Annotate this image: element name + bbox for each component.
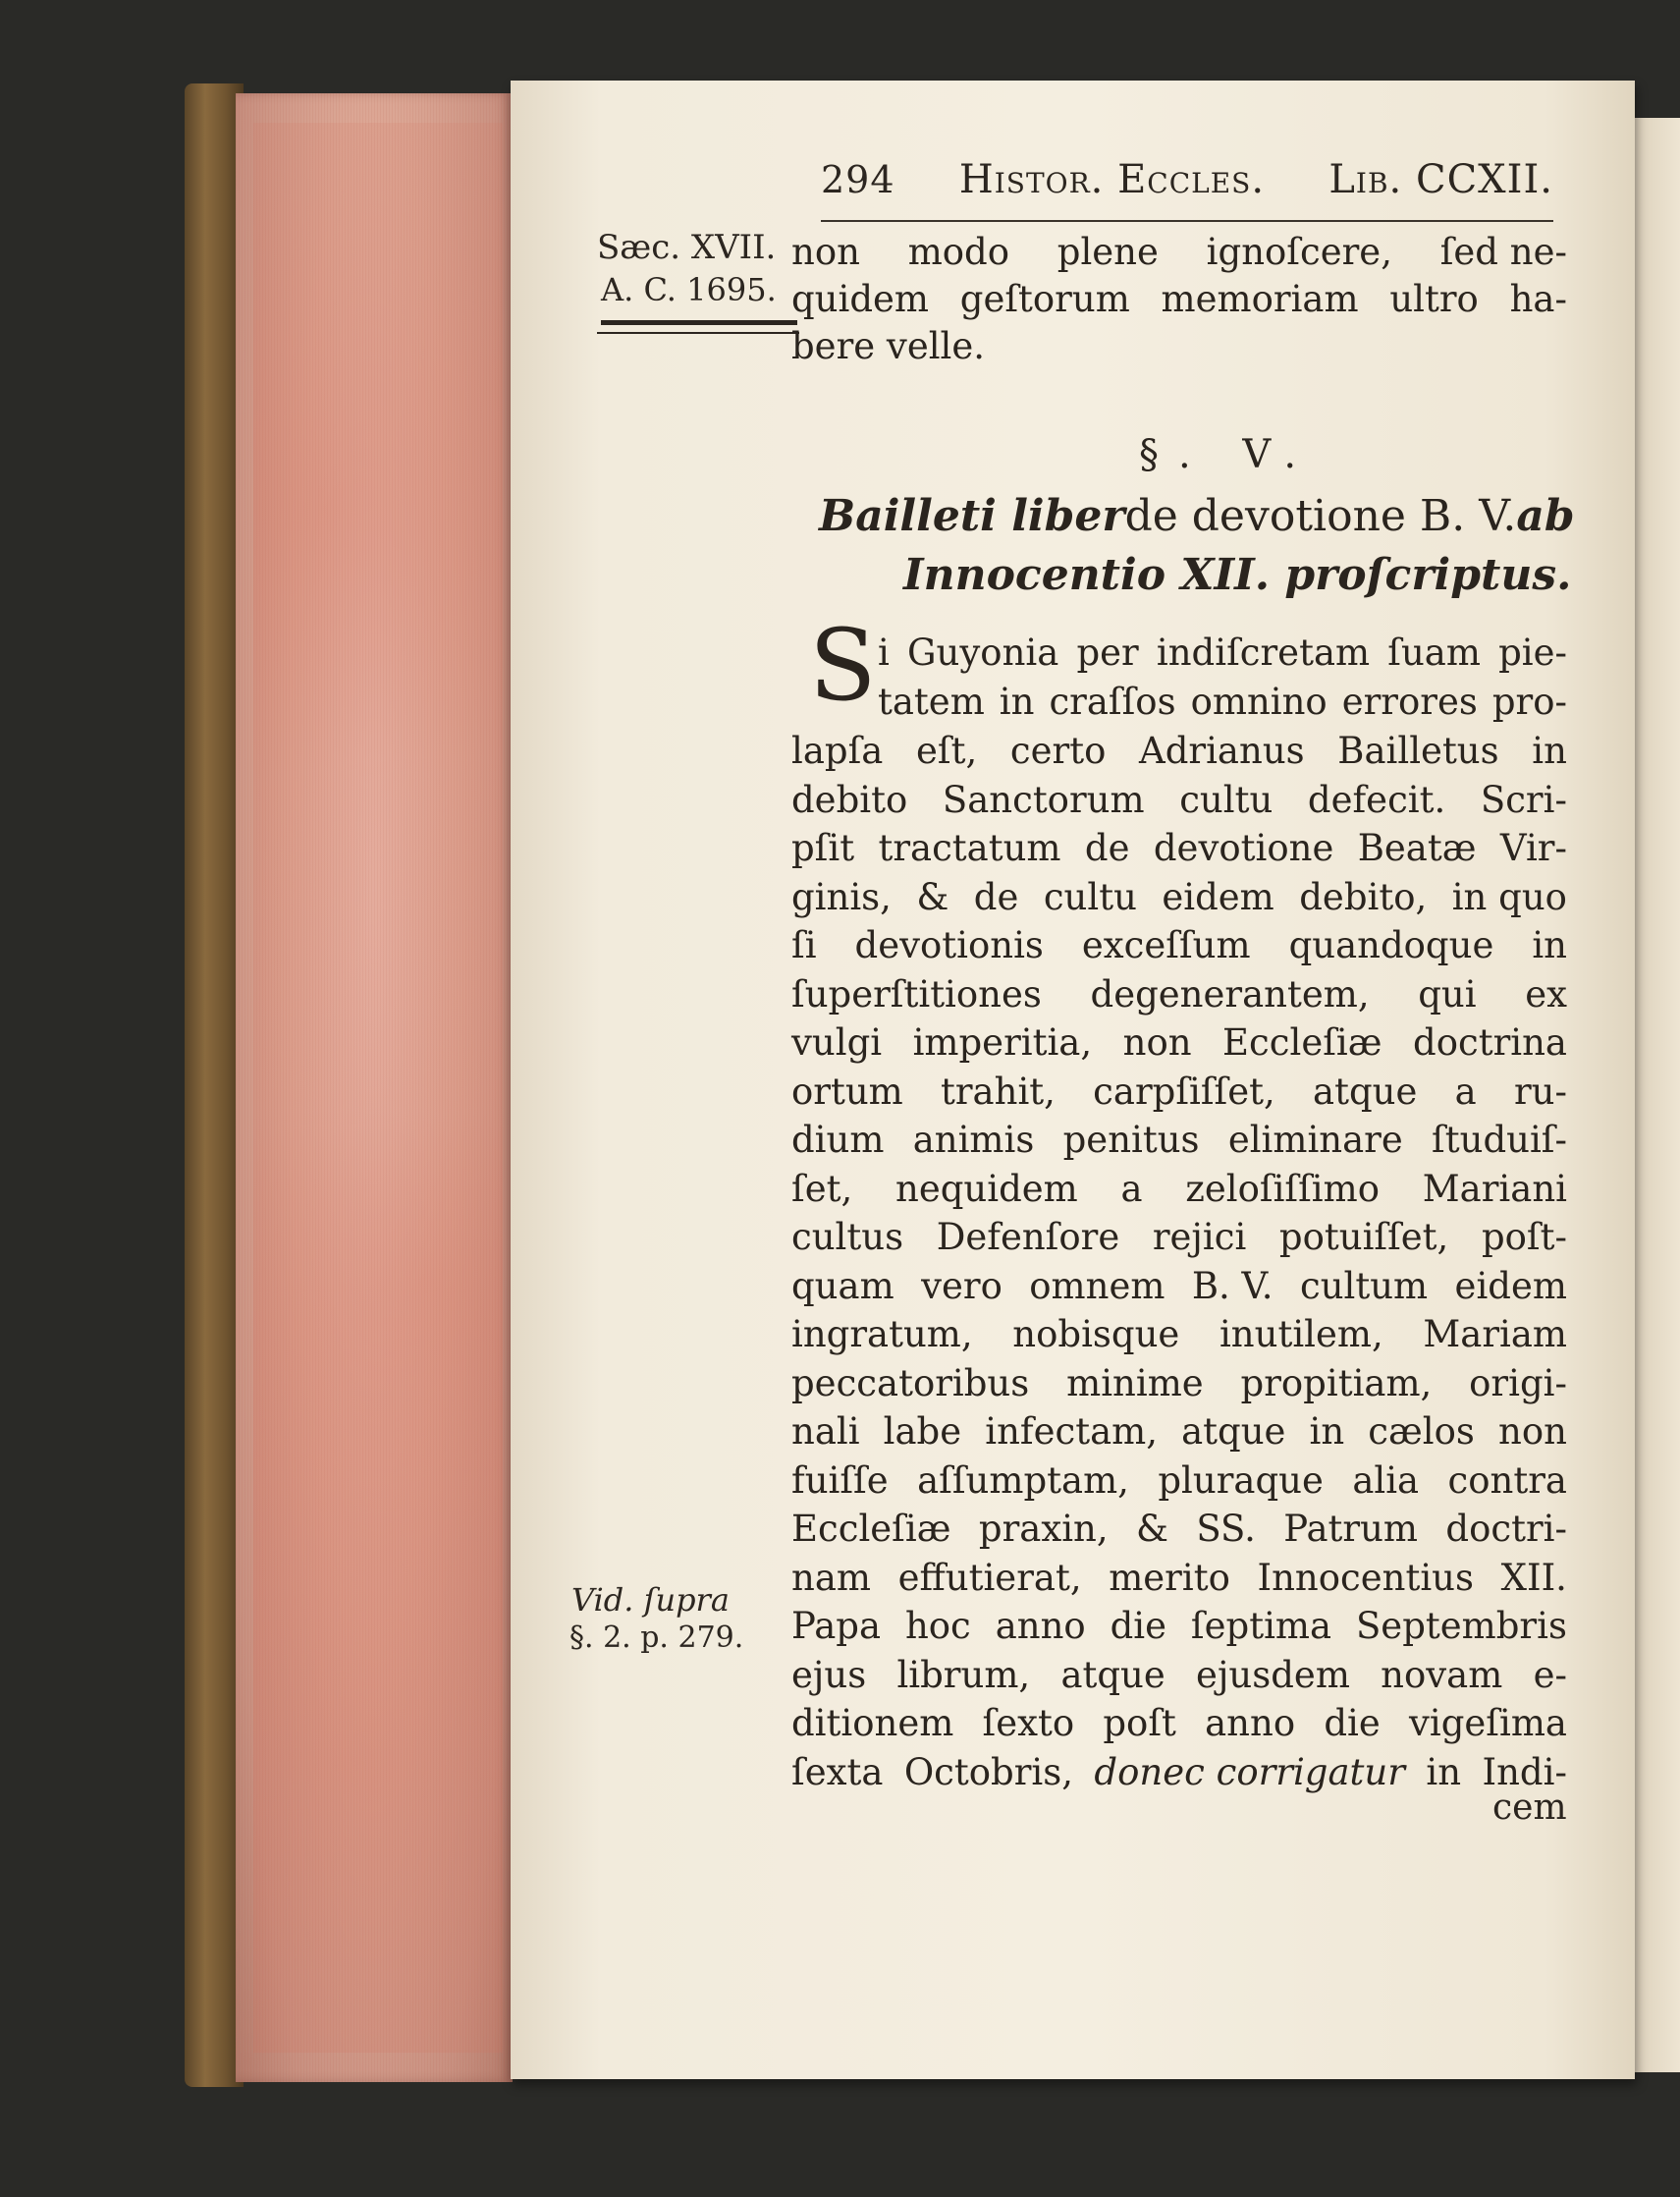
section-heading-line2-text: Innocentio XII. proſcriptus. [903, 550, 1572, 600]
body-line [878, 678, 1567, 727]
margin-year: A. C. 1695. [601, 271, 777, 308]
word: ortum [791, 1071, 903, 1113]
catchword: cem [1492, 1787, 1567, 1828]
body-line [791, 1359, 1567, 1408]
word: devotionis [854, 924, 1044, 966]
body-line [791, 1310, 1567, 1359]
word: Mariani [1422, 1168, 1567, 1210]
word: penitus [1062, 1119, 1200, 1161]
body-line [791, 776, 1567, 825]
body-line [791, 1116, 1567, 1165]
word: animis [912, 1119, 1035, 1161]
word: plene [1057, 231, 1159, 273]
word: pſit [791, 827, 855, 869]
word: alia [1352, 1459, 1420, 1502]
word: Bailletus [1337, 730, 1499, 772]
word: trahit, [941, 1071, 1056, 1113]
body-line [791, 921, 1567, 970]
word: non [1122, 1021, 1192, 1064]
word: donec corrigatur [1094, 1751, 1405, 1793]
intro-line [791, 275, 1567, 324]
word: rejici [1152, 1216, 1247, 1258]
word: Indi- [1482, 1751, 1567, 1793]
word: non [1497, 1410, 1567, 1453]
word: cælos [1368, 1410, 1475, 1453]
word: aſſumptam, [917, 1459, 1129, 1502]
margin-reference: Vid. ſupra [571, 1581, 730, 1619]
body-line [791, 1456, 1567, 1506]
word: ejusdem [1196, 1654, 1350, 1696]
word: eidem [1454, 1265, 1567, 1307]
word: in [1532, 730, 1567, 772]
word: ſeptima [1190, 1605, 1332, 1647]
word: potuiſſet, [1278, 1216, 1449, 1258]
word: omnino [1190, 681, 1328, 723]
word: Papa [791, 1605, 882, 1647]
word: quam [791, 1265, 894, 1307]
word: B. V. [1191, 1265, 1274, 1307]
intro-line [791, 322, 1567, 371]
word: Mariam [1423, 1313, 1567, 1355]
word: nobisque [1012, 1313, 1180, 1355]
word: geſtorum [959, 278, 1130, 320]
word: de [1084, 827, 1130, 869]
word: ejus [791, 1654, 867, 1696]
word: Beatæ [1357, 827, 1477, 869]
body-line [791, 1748, 1567, 1797]
word: e- [1533, 1654, 1567, 1696]
word: bere velle. [791, 325, 986, 367]
margin-rule [601, 320, 797, 325]
word: tatem [878, 681, 985, 723]
word: labe [883, 1410, 962, 1453]
margin-saeculum: Sæc. XVII. [597, 228, 777, 267]
page-number: 294 [821, 158, 895, 201]
word: Vir- [1499, 827, 1567, 869]
word: lapſa [791, 730, 884, 772]
word: indiſcretam [1156, 632, 1371, 674]
word: in [1426, 1751, 1462, 1793]
word: devotione [1153, 827, 1334, 869]
word: infectam, [985, 1410, 1158, 1453]
body-line [791, 1602, 1567, 1651]
word: novam [1381, 1654, 1503, 1696]
word: doctri- [1445, 1508, 1567, 1550]
body-line [791, 824, 1567, 873]
body-line [878, 629, 1567, 678]
word: Octobris, [903, 1751, 1073, 1793]
word: pro- [1491, 681, 1567, 723]
word: eliminare [1227, 1119, 1403, 1161]
word: modo [907, 231, 1010, 273]
body-line [791, 1018, 1567, 1068]
running-title: Histor. Eccles. [958, 157, 1266, 202]
word: die [1324, 1702, 1381, 1744]
word: hoc [904, 1605, 971, 1647]
word: in [1532, 924, 1567, 966]
word: i [878, 632, 890, 674]
word: librum, [896, 1654, 1031, 1696]
word: vigeſima [1408, 1702, 1567, 1744]
word: ſuperſtitiones [791, 973, 1042, 1016]
word: Scri- [1480, 779, 1567, 821]
word: debito [791, 779, 908, 821]
intro-line [791, 228, 1567, 277]
word: cultu [1043, 876, 1137, 918]
word: eſt, [916, 730, 978, 772]
word: cultu [1179, 779, 1274, 821]
word: ingratum, [791, 1313, 973, 1355]
word: non [791, 231, 860, 273]
word: ex [1525, 973, 1567, 1016]
body-line [791, 727, 1567, 776]
word: & [916, 876, 949, 918]
word: doctrina [1413, 1021, 1567, 1064]
word: cultus [791, 1216, 904, 1258]
word: ſtuduiſ- [1432, 1119, 1567, 1161]
word: omnem [1029, 1265, 1165, 1307]
word: zeloſiſſimo [1185, 1168, 1381, 1210]
word: atque [1060, 1654, 1165, 1696]
word: Septembris [1355, 1605, 1567, 1647]
word: anno [1205, 1702, 1296, 1744]
word: de [973, 876, 1019, 918]
word: ſet, [791, 1168, 853, 1210]
word: & [1136, 1508, 1168, 1550]
word: contra [1447, 1459, 1567, 1502]
word: pluraque [1158, 1459, 1324, 1502]
word: anno [995, 1605, 1086, 1647]
word: degenerantem, [1090, 973, 1370, 1016]
word: Innocentius [1257, 1557, 1474, 1599]
word: Adrianus [1139, 730, 1305, 772]
section-heading-line1 [819, 491, 1575, 541]
word: dium [791, 1119, 885, 1161]
word: craſſos [1049, 681, 1176, 723]
word: per [1076, 632, 1139, 674]
word: ſexto [982, 1702, 1075, 1744]
word: fuiſſe [791, 1459, 889, 1502]
book-number: Lib. CCXII. [1328, 157, 1553, 202]
section-mark: §. V. [1139, 432, 1317, 477]
word: Defenſore [936, 1216, 1120, 1258]
word: qui [1418, 973, 1477, 1016]
body-line [791, 1651, 1567, 1700]
word: nali [791, 1410, 860, 1453]
word: Eccleſiæ [791, 1508, 951, 1550]
word: minime [1066, 1362, 1204, 1404]
word: ſed ne- [1439, 231, 1567, 273]
word: origi- [1469, 1362, 1567, 1404]
page-edges [236, 93, 513, 2082]
word: imperitia, [912, 1021, 1093, 1064]
body-line [791, 1165, 1567, 1214]
body-line [791, 873, 1567, 922]
word: XII. [1500, 1557, 1567, 1599]
word: a [1454, 1071, 1477, 1113]
word: in [1309, 1410, 1345, 1453]
word: ſexta [791, 1751, 884, 1793]
word: atque [1313, 1071, 1418, 1113]
word: ginis, [791, 876, 892, 918]
drop-capital: S [809, 608, 877, 723]
word: ultro [1389, 278, 1479, 320]
word: merito [1109, 1557, 1230, 1599]
word: vero [921, 1265, 1003, 1307]
word: inutilem, [1219, 1313, 1383, 1355]
word: carpſiſſet, [1093, 1071, 1275, 1113]
word: ſuam [1387, 632, 1481, 674]
book-cover [185, 83, 244, 2087]
word: certo [1009, 730, 1107, 772]
word: peccatoribus [791, 1362, 1030, 1404]
word: die [1110, 1605, 1167, 1647]
word: in [999, 681, 1035, 723]
body-line [791, 1554, 1567, 1603]
word: a [1120, 1168, 1143, 1210]
body-line [791, 1407, 1567, 1456]
word: ru- [1513, 1071, 1567, 1113]
word: debito, [1299, 876, 1428, 918]
word: ha- [1509, 278, 1567, 320]
word: Guyonia [907, 632, 1059, 674]
word: defecit. [1307, 779, 1446, 821]
margin-rule-thin [597, 332, 799, 334]
body-line [791, 1213, 1567, 1262]
word: Patrum [1283, 1508, 1418, 1550]
word: effutierat, [897, 1557, 1082, 1599]
word: ditionem [791, 1702, 954, 1744]
word: nam [791, 1557, 871, 1599]
section-heading-line2 [903, 550, 1571, 600]
word: quidem [791, 278, 930, 320]
word: cultum [1299, 1265, 1429, 1307]
word: eidem [1162, 876, 1274, 918]
body-line [791, 1262, 1567, 1311]
word: nequidem [895, 1168, 1078, 1210]
heading-segment: Bailleti liber [819, 491, 1125, 541]
running-head [821, 157, 1553, 222]
word: quandoque [1288, 924, 1494, 966]
word: exceſſum [1081, 924, 1251, 966]
heading-segment: ab [1516, 491, 1575, 541]
word: vulgi [791, 1021, 883, 1064]
word: atque [1181, 1410, 1286, 1453]
word: in quo [1451, 876, 1567, 918]
word: praxin, [978, 1508, 1109, 1550]
word: poſt- [1481, 1216, 1567, 1258]
body-line [791, 1699, 1567, 1748]
body-line [791, 1068, 1567, 1117]
word: SS. [1196, 1508, 1256, 1550]
word: memoriam [1161, 278, 1359, 320]
word: ignoſcere, [1206, 231, 1392, 273]
word: errores [1341, 681, 1478, 723]
word: propitiam, [1240, 1362, 1433, 1404]
word: Eccleſiæ [1222, 1021, 1382, 1064]
margin-reference-location: §. 2. p. 279. [569, 1620, 744, 1655]
word: tractatum [878, 827, 1061, 869]
word: ſi [791, 924, 817, 966]
body-line [791, 1505, 1567, 1554]
word: Sanctorum [942, 779, 1145, 821]
word: poſt [1103, 1702, 1176, 1744]
body-line [791, 970, 1567, 1019]
heading-segment: de devotione B. V. [1124, 491, 1517, 541]
word: pie- [1498, 632, 1567, 674]
